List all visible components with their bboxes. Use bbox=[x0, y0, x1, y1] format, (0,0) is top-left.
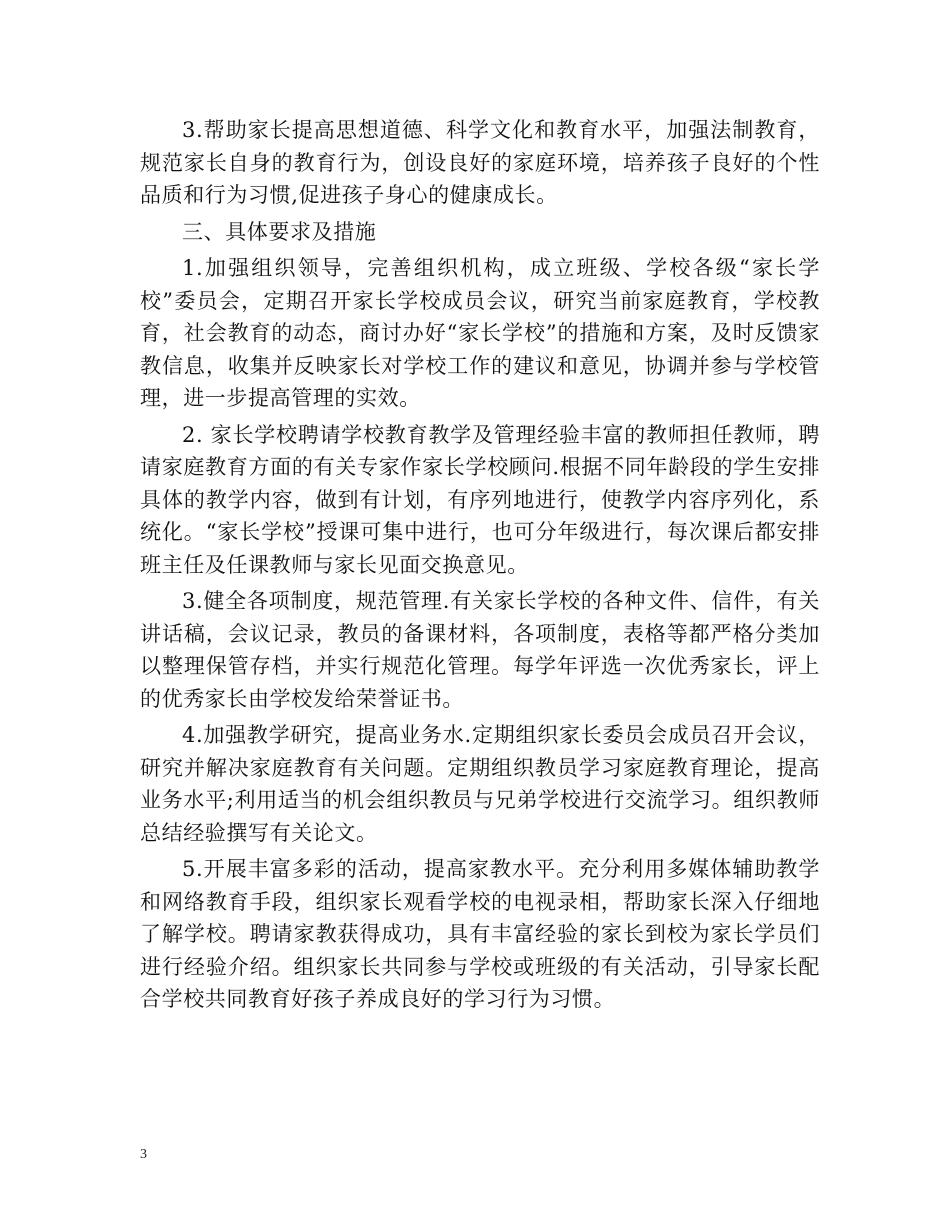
paragraph-measure-5: 5.开展丰富多彩的活动，提高家教水平。充分利用多媒体辅助教学和网络教育手段，组织家长观看学校的电视录相，帮助家长深入仔细地了解学校。聘请家教获得成功，具有丰富经验的家长到校为家长学员们进行经验介绍。组织家长共同参与学校或班级的有关活动，引导家长配合学校共同教育好孩子养成良好的学习行为习惯。 bbox=[140, 857, 820, 1011]
paragraph-measure-4: 4.加强教学研究，提高业务水.定期组织家长委员会成员召开会议，研究并解决家庭教育有关问题。定期组织教员学习家庭教育理论，提高业务水平;利用适当的机会组织教员与兄弟学校进行交流学习。组织教师总结经验撰写有关论文。 bbox=[140, 723, 820, 845]
paragraph-measure-1: 1.加强组织领导，完善组织机构，成立班级、学校各级“家长学校”委员会，定期召开家长学校成员会议，研究当前家庭教育，学校教育，社会教育的动态，商讨办好“家长学校”的措施和方案，及时反馈家教信息，收集并反映家长对学校工作的建议和意见，协调并参与学校管理，进一步提高管理的实效。 bbox=[140, 256, 820, 410]
page-number: 3 bbox=[140, 1147, 147, 1162]
document-body bbox=[140, 114, 820, 1020]
paragraph-measure-3: 3.健全各项制度，规范管理.有关家长学校的各种文件、信件，有关讲话稿，会议记录，教员的备课材料，各项制度，表格等都严格分类加以整理保管存档，并实行规范化管理。每学年评选一次优秀家长，评上的优秀家长由学校发给荣誉证书。 bbox=[140, 589, 820, 711]
paragraph-measure-2: 2. 家长学校聘请学校教育教学及管理经验丰富的教师担任教师，聘请家庭教育方面的有关专家作家长学校顾问.根据不同年龄段的学生安排具体的教学内容，做到有计划，有序列地进行，使教学内容序列化，系统化。“家长学校”授课可集中进行，也可分年级进行，每次课后都安排班主任及任课教师与家长见面交换意见。 bbox=[140, 422, 820, 577]
section-heading-requirements: 三、具体要求及措施 bbox=[182, 219, 377, 244]
paragraph-goal-3: 3.帮助家长提高思想道德、科学文化和教育水平，加强法制教育，规范家长自身的教育行为，创设良好的家庭环境，培养孩子良好的个性品质和行为习惯,促进孩子身心的健康成长。 bbox=[140, 118, 820, 207]
